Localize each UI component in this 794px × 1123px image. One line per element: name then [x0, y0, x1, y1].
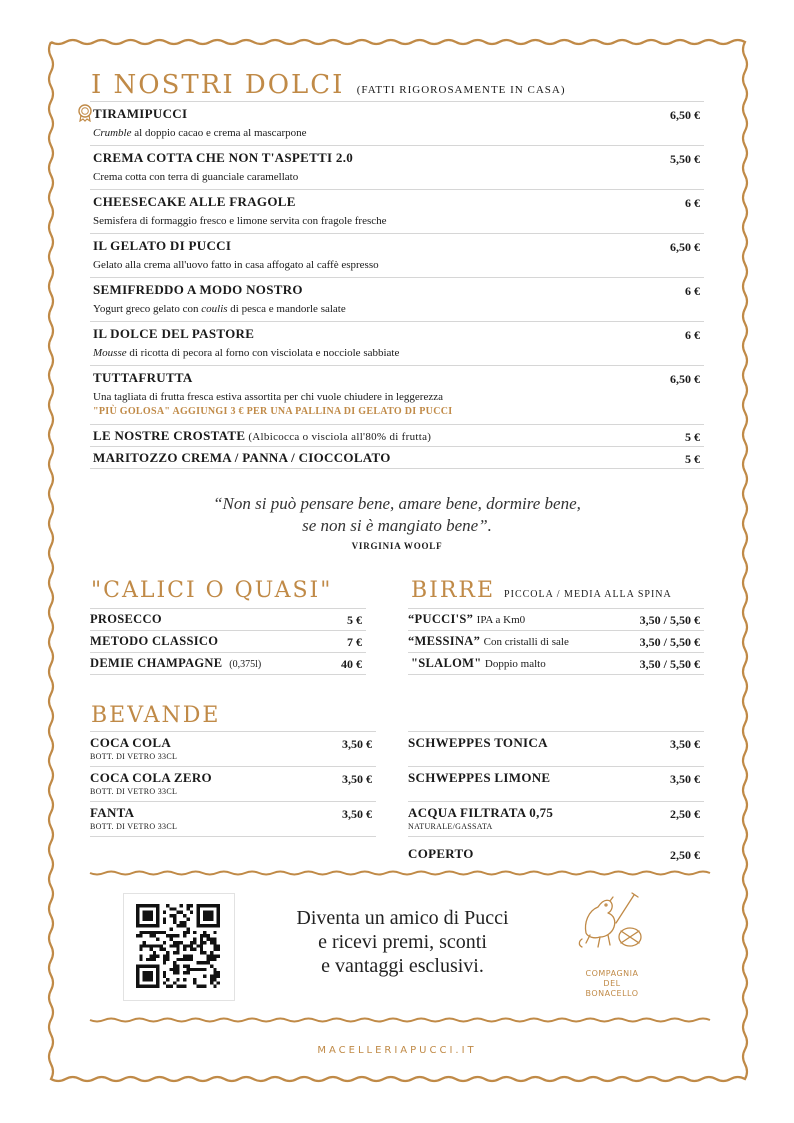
item-name: PROSECCO	[90, 612, 162, 626]
item-price: 6,50 €	[670, 240, 700, 254]
item-name: SEMIFREDDO A MODO NOSTRO	[93, 282, 303, 297]
item-name-text: “PUCCI'S”	[408, 612, 474, 626]
item-name: IL GELATO DI PUCCI	[93, 238, 232, 253]
dolci-title: I NOSTRI DOLCI	[91, 70, 345, 100]
item-name	[90, 656, 261, 671]
item-name: TIRAMIPUCCI	[93, 106, 188, 121]
compagnia-logo	[572, 885, 652, 1005]
item-description-text: di ricotta di pecora al forno con visciolata e nocciole sabbiate	[126, 347, 400, 359]
item-subtitle: NATURALE/GASSATA	[408, 822, 493, 831]
birre-heading	[411, 578, 672, 603]
birre-list	[408, 608, 704, 675]
item-note: (Albicocca o visciola all'80% di frutta)	[245, 431, 432, 443]
item-price: 6 €	[685, 196, 700, 210]
item-name: COCA COLA ZERO	[90, 770, 212, 785]
item-name	[411, 656, 546, 671]
item-price: 3,50 €	[342, 737, 372, 751]
item-description	[93, 127, 307, 139]
dolci-item-crema-cotta	[90, 145, 704, 189]
item-price: 3,50 €	[342, 772, 372, 786]
item-price: 3,50 €	[670, 772, 700, 786]
item-name: ACQUA FILTRATA 0,75	[408, 805, 554, 820]
bevande-item-coca-cola-zero	[90, 766, 376, 801]
dolci-item-tuttafrutta	[90, 365, 704, 424]
bevande-item-coca-cola	[90, 731, 376, 766]
item-description: Semisfera di formaggio fresco e limone servita con fragole fresche	[93, 215, 387, 227]
logo-text	[572, 969, 652, 999]
item-description-text: Yogurt greco gelato con	[93, 303, 202, 315]
item-name	[408, 634, 569, 649]
item-subtitle: BOTT. DI VETRO 33CL	[90, 787, 178, 796]
quote-author: VIRGINIA WOOLF	[351, 541, 443, 551]
loyalty-promo	[255, 906, 550, 978]
bevande-right-list	[408, 731, 704, 871]
bevande-heading: BEVANDE	[91, 703, 221, 728]
item-name: CHEESECAKE ALLE FRAGOLE	[93, 194, 296, 209]
bevande-left-list	[90, 731, 376, 837]
item-name: TUTTAFRUTTA	[93, 370, 193, 385]
dolci-heading	[91, 70, 566, 100]
quote-line-1: “Non si può pensare bene, amare bene, dormire bene,	[213, 494, 581, 513]
promo-line-1: Diventa un amico di Pucci	[296, 907, 509, 929]
footer-website-link[interactable]: MACELLERIAPUCCI.IT	[317, 1045, 477, 1056]
item-name-text: "SLALOM"	[411, 656, 482, 670]
dolci-item-gelato	[90, 233, 704, 277]
qr-code-icon	[136, 904, 220, 988]
item-note: IPA a Km0	[476, 614, 526, 626]
birre-subtitle: PICCOLA / MEDIA ALLA SPINA	[504, 589, 672, 600]
item-subtitle: BOTT. DI VETRO 33CL	[90, 822, 178, 831]
item-price: 3,50 / 5,50 €	[639, 635, 700, 649]
item-price: 6,50 €	[670, 372, 700, 386]
item-price: 5 €	[685, 430, 700, 444]
item-name	[408, 612, 525, 627]
item-subtitle: BOTT. DI VETRO 33CL	[90, 752, 178, 761]
item-name	[93, 428, 431, 444]
birre-title: BIRRE	[411, 578, 496, 603]
qr-code[interactable]	[123, 893, 235, 1001]
item-name: COPERTO	[408, 846, 474, 861]
promo-line-3: e vantaggi esclusivi.	[321, 955, 484, 977]
bevande-item-schweppes-tonica	[408, 731, 704, 766]
item-price: 6 €	[685, 284, 700, 298]
quote-block	[0, 493, 794, 551]
item-price: 3,50 €	[670, 737, 700, 751]
logo-line-2: DEL	[603, 979, 621, 988]
dolci-item-crostate	[90, 424, 704, 446]
bevande-item-fanta	[90, 801, 376, 837]
dolci-list	[90, 101, 704, 469]
item-price: 5,50 €	[670, 152, 700, 166]
dolci-subtitle: (FATTI RIGOROSAMENTE IN CASA)	[356, 84, 566, 96]
item-description	[93, 347, 399, 359]
item-price: 2,50 €	[670, 807, 700, 821]
item-description: Gelato alla crema all'uovo fatto in casa affogato al caffè espresso	[93, 259, 379, 271]
item-name-text: “MESSINA”	[408, 634, 481, 648]
dolci-item-dolce-pastore	[90, 321, 704, 365]
calici-list	[90, 608, 366, 675]
item-price: 40 €	[341, 657, 362, 671]
item-note: Con cristalli di sale	[483, 636, 569, 648]
birre-item-messina	[408, 630, 704, 652]
item-price: 2,50 €	[670, 848, 700, 862]
item-name: METODO CLASSICO	[90, 634, 219, 648]
logo-line-3: BONACELLO	[585, 989, 639, 998]
logo-line-1: COMPAGNIA	[585, 969, 639, 978]
item-name: FANTA	[90, 805, 135, 820]
item-name: COCA COLA	[90, 735, 172, 750]
dolci-item-maritozzo	[90, 446, 704, 469]
item-name: IL DOLCE DEL PASTORE	[93, 326, 255, 341]
item-note: (0,375l)	[229, 659, 262, 670]
birre-item-puccis	[408, 608, 704, 630]
pig-drum-icon	[576, 887, 648, 955]
item-description-em: Crumble	[93, 127, 132, 139]
dolci-item-semifreddo	[90, 277, 704, 321]
item-name: SCHWEPPES TONICA	[408, 735, 548, 750]
item-name: MARITOZZO CREMA / PANNA / CIOCCOLATO	[93, 450, 391, 465]
calici-item-prosecco	[90, 608, 366, 630]
dolci-item-cheesecake	[90, 189, 704, 233]
item-price: 6 €	[685, 328, 700, 342]
item-description-text: di pesca e mandorle salate	[227, 303, 346, 315]
quote-line-2: se non si è mangiato bene”.	[302, 516, 492, 535]
item-name-text: DEMIE CHAMPAGNE	[90, 656, 223, 670]
item-note: Doppio malto	[484, 658, 546, 670]
calici-item-demie-champagne	[90, 652, 366, 675]
item-price: 3,50 / 5,50 €	[639, 613, 700, 627]
calici-heading: "CALICI O QUASI"	[91, 578, 333, 603]
calici-item-metodo-classico	[90, 630, 366, 652]
item-description	[93, 303, 346, 315]
item-name: SCHWEPPES LIMONE	[408, 770, 551, 785]
item-description: Una tagliata di frutta fresca estiva assortita per chi vuole chiudere in leggerezza	[93, 391, 444, 403]
item-price: 3,50 €	[342, 807, 372, 821]
item-description-em: coulis	[201, 303, 228, 315]
item-description: Crema cotta con terra di guanciale caramellato	[93, 171, 299, 183]
item-upsell-note: "PIÙ GOLOSA" AGGIUNGI 3 € PER UNA PALLINA DI GELATO DI PUCCI	[93, 406, 453, 417]
dolci-item-tiramipucci	[90, 101, 704, 145]
item-description-text: al doppio cacao e crema al mascarpone	[131, 127, 307, 139]
promo-line-2: e ricevi premi, sconti	[318, 931, 487, 953]
bevande-item-coperto	[408, 836, 704, 871]
item-price: 7 €	[347, 635, 362, 649]
birre-item-slalom	[408, 652, 704, 675]
item-price: 3,50 / 5,50 €	[639, 657, 700, 671]
bevande-item-schweppes-limone	[408, 766, 704, 801]
item-price: 6,50 €	[670, 108, 700, 122]
item-price: 5 €	[685, 452, 700, 466]
bevande-item-acqua-filtrata	[408, 801, 704, 836]
item-name-text: LE NOSTRE CROSTATE	[93, 428, 246, 443]
item-name: CREMA COTTA CHE NON T'ASPETTI 2.0	[93, 150, 354, 165]
item-price: 5 €	[347, 613, 362, 627]
item-description-em: Mousse	[93, 347, 127, 359]
